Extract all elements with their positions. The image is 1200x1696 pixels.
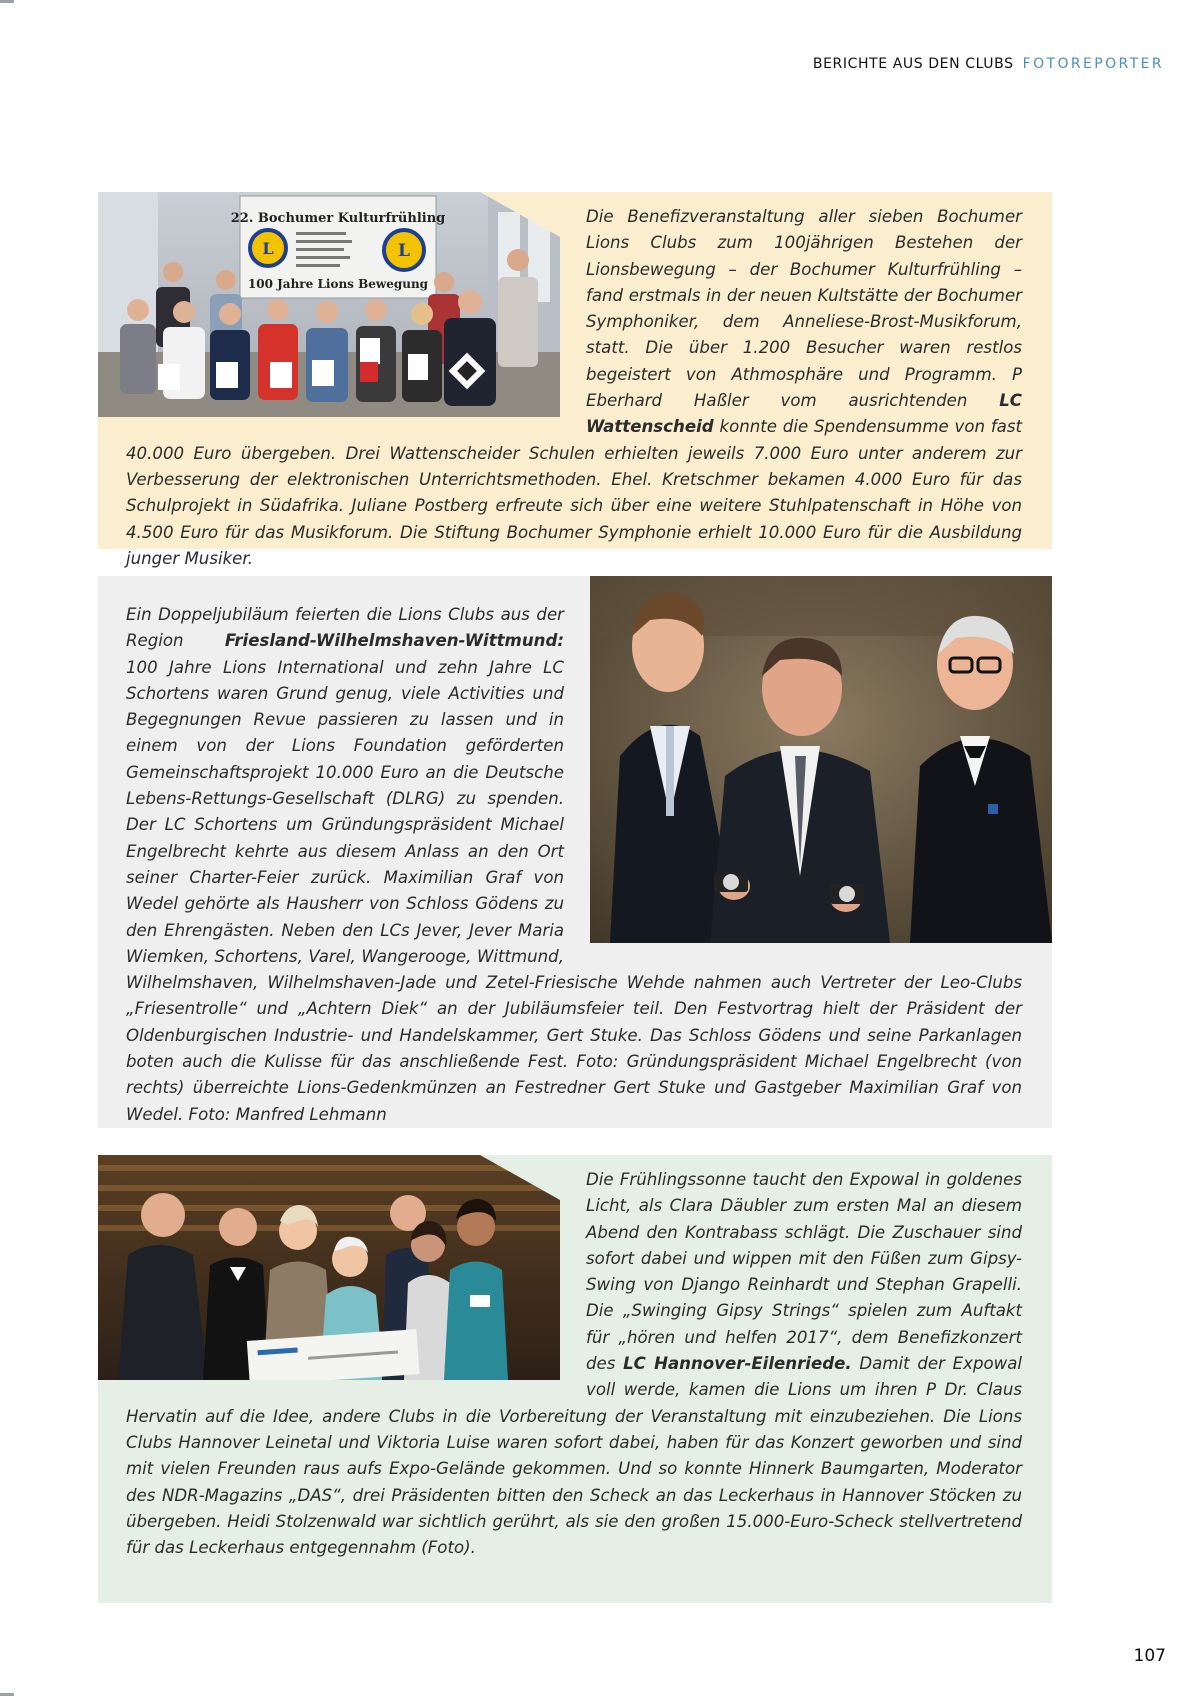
photo-bochum-image bbox=[98, 192, 560, 417]
caption-bochum-part1: Die Benefizveranstaltung aller sieben Bochumer Lions Clubs zum 100jährigen Bestehen der Lionsbewegung – der Bochumer Kulturfrühling – fand erstmals in der neuen Kultstätte der Bochumer Symphoniker, dem Anneliese-Brost-Musikforum, statt. Die über 1.200 Besucher waren restlos begeistert von Athmosphäre und Programm. P Eberhard Haßler vom ausrichtenden bbox=[586, 207, 1022, 411]
caption-bochum-part2: konnte die Spendensumme von fast 40.000 Euro übergeben. Drei Wattenscheider Schulen erhielten jeweils 7.000 Euro unter anderem zur Verbesserung der elektronischen Unterrichtsmethoden. Ehel. Kretschmer bekamen 4.000 Euro für das Schulprojekt in Südafrika. Juliane Postberg erfreute sich über eine weitere Stuhlpatenschaft in Höhe von 4.500 Euro für das Musikforum. Die Stiftung Bochumer Symphonie erhielt 10.000 Euro für die Ausbildung junger Musiker. bbox=[126, 417, 1022, 568]
article-friesland bbox=[98, 576, 1052, 1128]
lions-logo-right: L bbox=[398, 241, 410, 261]
club-name-hannover-eilenriede: LC Hannover-Eilenriede. bbox=[623, 1354, 852, 1374]
caption-hannover-part1: Die Frühlingssonne taucht den Expowal in goldenes Licht, als Clara Däubler zum ersten Mal an diesem Abend den Kontrabass schlägt. Die Zuschauer sind sofort dabei und wippen mit den Füßen zum Gipsy-Swing von Django Reinhardt und Stephan Grapelli. Die „Swinging Gipsy Strings“ spielen zum Auftakt für „hören und helfen 2017“, dem Benefizkonzert des bbox=[586, 1170, 1022, 1374]
photo-hannover-image bbox=[98, 1155, 560, 1380]
photo-hannover-check bbox=[98, 1155, 560, 1380]
club-name-wattenscheid: LC Wattenscheid bbox=[586, 391, 1022, 437]
caption-friesland-part2: 100 Jahre Lions International und zehn Jahre LC Schortens waren Grund genug, viele Activities und Begegnungen Revue passieren zu lassen und in einem von der Lions Foundation geförderten Gemeinschaftsprojekt 10.000 Euro an die Deutsche Lebens-Rettungs-Gesellschaft (DLRG) zu spenden. Der LC Schortens um Gründungspräsident Michael Engelbrecht kehrte aus diesem Anlass an den Ort seiner Charter-Feier zurück. Maximilian Graf von Wedel gehörte als Hausherr von Schloss Gödens zu den Ehrengästen. Neben den LCs Jever, Jever Maria Wiemken, Schortens, Varel, Wangerooge, Wittmund, Wilhelmshaven, Wilhelmshaven-Jade und Zetel-Friesische Wehde nahmen auch Vertreter der Leo-Clubs „Friesentrolle“ und „Achtern Diek“ an der Jubiläumsfeier teil. Den Festvortrag hielt der Präsident der Oldenburgischen Industrie- und Handelskammer, Gert Stuke. Das Schloss Gödens und seine Parkanlagen boten auch die Kulisse für das anschließende Fest. Foto: Gründungspräsident Michael Engelbrecht (von rechts) überreichte Lions-Gedenkmünzen an Festredner Gert Stuke und Gastgeber Maximilian Graf von Wedel. Foto: Manfred Lehmann bbox=[126, 657, 1022, 1124]
banner-title: 22. Bochumer Kulturfrühling bbox=[230, 211, 446, 226]
region-name-friesland: Friesland-Wilhelmshaven-Wittmund: bbox=[224, 631, 564, 651]
article-bochum bbox=[98, 192, 1052, 568]
banner-subtitle: 100 Jahre Lions Bewegung bbox=[247, 277, 429, 291]
header-subsection: FOTOREPORTER bbox=[1022, 56, 1164, 72]
crop-mark bbox=[0, 0, 14, 3]
photo-bochum-group bbox=[98, 192, 560, 417]
page-number: 107 bbox=[1133, 1646, 1166, 1666]
article-hannover bbox=[98, 1155, 1052, 1603]
photo-friesland-medal bbox=[590, 576, 1052, 943]
lions-logo-left: L bbox=[262, 239, 274, 258]
photo-friesland-image bbox=[590, 576, 1052, 943]
caption-hannover-part2: Damit der Expowal voll werde, kamen die Lions um ihren P Dr. Claus Hervatin auf die Idee, andere Clubs in die Vorbereitung der Veranstaltung mit einzubeziehen. Die Lions Clubs Hannover Leinetal und Viktoria Luise waren sofort dabei, haben für das Konzert geworben und sind mit vielen Freunden raus aufs Expo-Gelände gekommen. Und so konnte Hinnerk Baumgarten, Moderator des NDR-Magazins „DAS“, drei Präsidenten bitten den Scheck an das Leckerhaus in Hannover Stöcken zu übergeben. Heidi Stolzenwald war sichtlich gerührt, als sie den großen 15.000-Euro-Scheck stellvertretend für das Leckerhaus entgegennahm (Foto). bbox=[126, 1354, 1022, 1558]
running-header bbox=[813, 56, 1164, 72]
caption-friesland-part1: Ein Doppeljubiläum feierten die Lions Clubs aus der Region bbox=[126, 605, 564, 651]
header-section: BERICHTE AUS DEN CLUBS bbox=[812, 56, 1014, 72]
